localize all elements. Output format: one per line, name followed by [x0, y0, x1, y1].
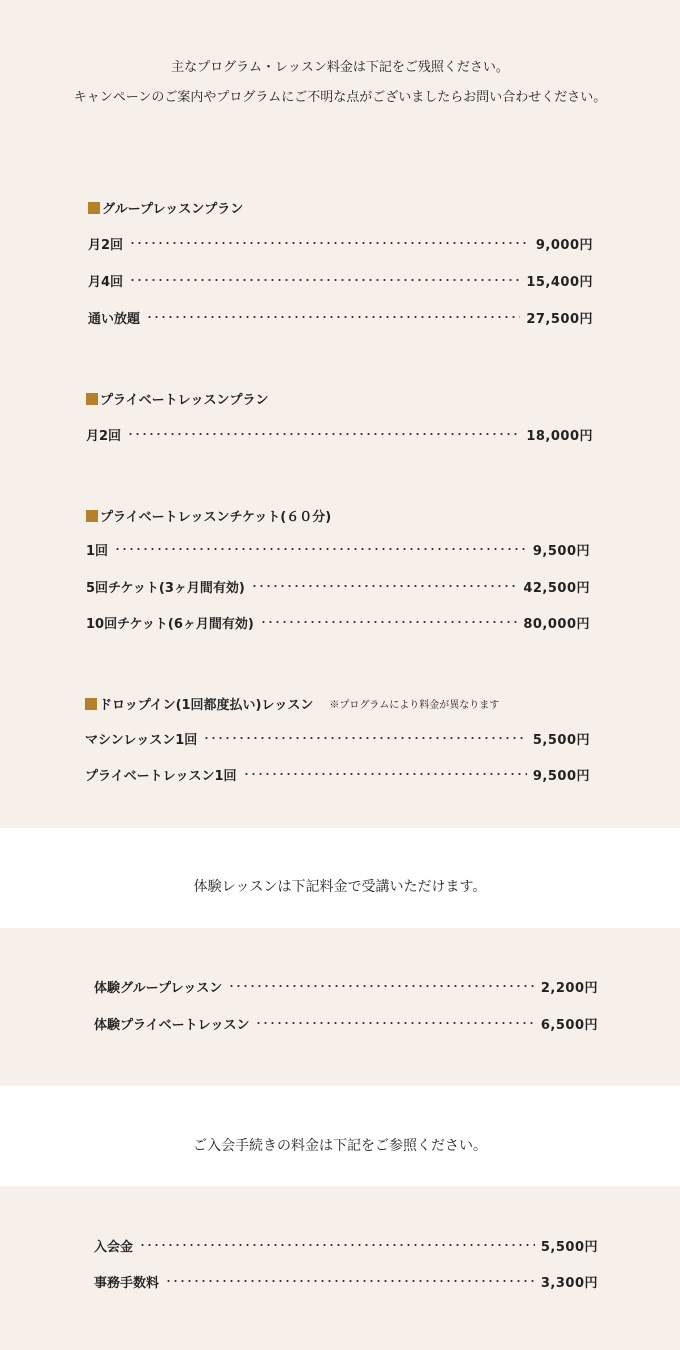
dot-leader — [146, 316, 520, 318]
price-value: 9,500円 — [532, 768, 590, 784]
price-label: 通い放題 — [88, 311, 141, 327]
drop-in-note: ※プログラムにより料金が異なります — [329, 700, 500, 711]
price-label: 体験グループレッスン — [94, 980, 223, 996]
dot-leader — [129, 242, 530, 244]
dot-leader — [203, 737, 527, 739]
dot-leader — [129, 279, 520, 281]
price-value: 18,000円 — [526, 428, 593, 444]
trial-caption: 体験レッスンは下記料金で受講いただけます。 — [193, 879, 487, 895]
price-label: 入会金 — [94, 1239, 134, 1255]
square-bullet-icon — [86, 510, 98, 522]
price-row — [88, 271, 593, 289]
price-row — [88, 234, 593, 252]
price-value: 2,200円 — [540, 980, 598, 996]
price-label: 1回 — [86, 543, 109, 559]
price-row — [86, 577, 590, 595]
price-row — [94, 977, 598, 995]
price-label: 5回チケット(3ヶ月間有効) — [86, 580, 245, 596]
private-plan-heading-text: プライベートレッスンプラン — [100, 393, 269, 408]
price-row — [85, 765, 590, 783]
intro-line-1: 主なプログラム・レッスン料金は下記をご残照ください。 — [171, 60, 509, 75]
dot-leader — [127, 433, 520, 435]
dot-leader — [251, 585, 518, 587]
price-label: 体験プライベートレッスン — [94, 1017, 250, 1033]
dot-leader — [139, 1244, 535, 1246]
square-bullet-icon — [86, 393, 98, 405]
price-value: 80,000円 — [523, 616, 590, 632]
admission-pricing-section — [0, 1186, 680, 1350]
trial-pricing-section — [0, 928, 680, 1086]
price-row — [88, 308, 593, 326]
price-label: 10回チケット(6ヶ月間有効) — [86, 616, 254, 632]
dot-leader — [228, 985, 535, 987]
drop-in-heading — [85, 694, 499, 713]
price-value: 9,000円 — [535, 237, 593, 253]
price-label: 月2回 — [86, 428, 122, 444]
admission-caption: ご入会手続きの料金は下記をご参照ください。 — [193, 1138, 487, 1154]
dot-leader — [260, 621, 517, 623]
private-ticket-heading — [86, 506, 331, 525]
price-row — [86, 425, 593, 443]
price-row — [86, 540, 590, 558]
square-bullet-icon — [88, 202, 100, 214]
price-row — [85, 729, 590, 747]
price-value: 27,500円 — [526, 311, 593, 327]
drop-in-heading-text: ドロップイン(1回都度払い)レッスン — [99, 698, 314, 713]
dot-leader — [165, 1280, 535, 1282]
price-row — [86, 613, 590, 631]
price-value: 5,500円 — [540, 1239, 598, 1255]
price-row — [94, 1272, 598, 1290]
price-value: 5,500円 — [532, 732, 590, 748]
price-value: 6,500円 — [540, 1017, 598, 1033]
price-label: マシンレッスン1回 — [85, 732, 198, 748]
group-plan-heading-text: グループレッスンプラン — [102, 202, 244, 217]
price-label: 月2回 — [88, 237, 124, 253]
price-row — [94, 1014, 598, 1032]
price-label: 月4回 — [88, 274, 124, 290]
dot-leader — [114, 548, 527, 550]
square-bullet-icon — [85, 698, 97, 710]
price-label: プライベートレッスン1回 — [85, 768, 237, 784]
price-value: 42,500円 — [523, 580, 590, 596]
private-plan-heading — [86, 389, 268, 408]
price-value: 9,500円 — [532, 543, 590, 559]
price-row — [94, 1236, 598, 1254]
dot-leader — [243, 773, 527, 775]
group-plan-heading — [88, 198, 243, 217]
dot-leader — [255, 1022, 534, 1024]
private-ticket-heading-text: プライベートレッスンチケット(６０分) — [100, 510, 332, 525]
intro-line-2: キャンペーンのご案内やプログラムにご不明な点がございましたらお問い合わせください。 — [73, 90, 607, 105]
price-value: 3,300円 — [540, 1275, 598, 1291]
price-value: 15,400円 — [526, 274, 593, 290]
price-label: 事務手数料 — [94, 1275, 160, 1291]
